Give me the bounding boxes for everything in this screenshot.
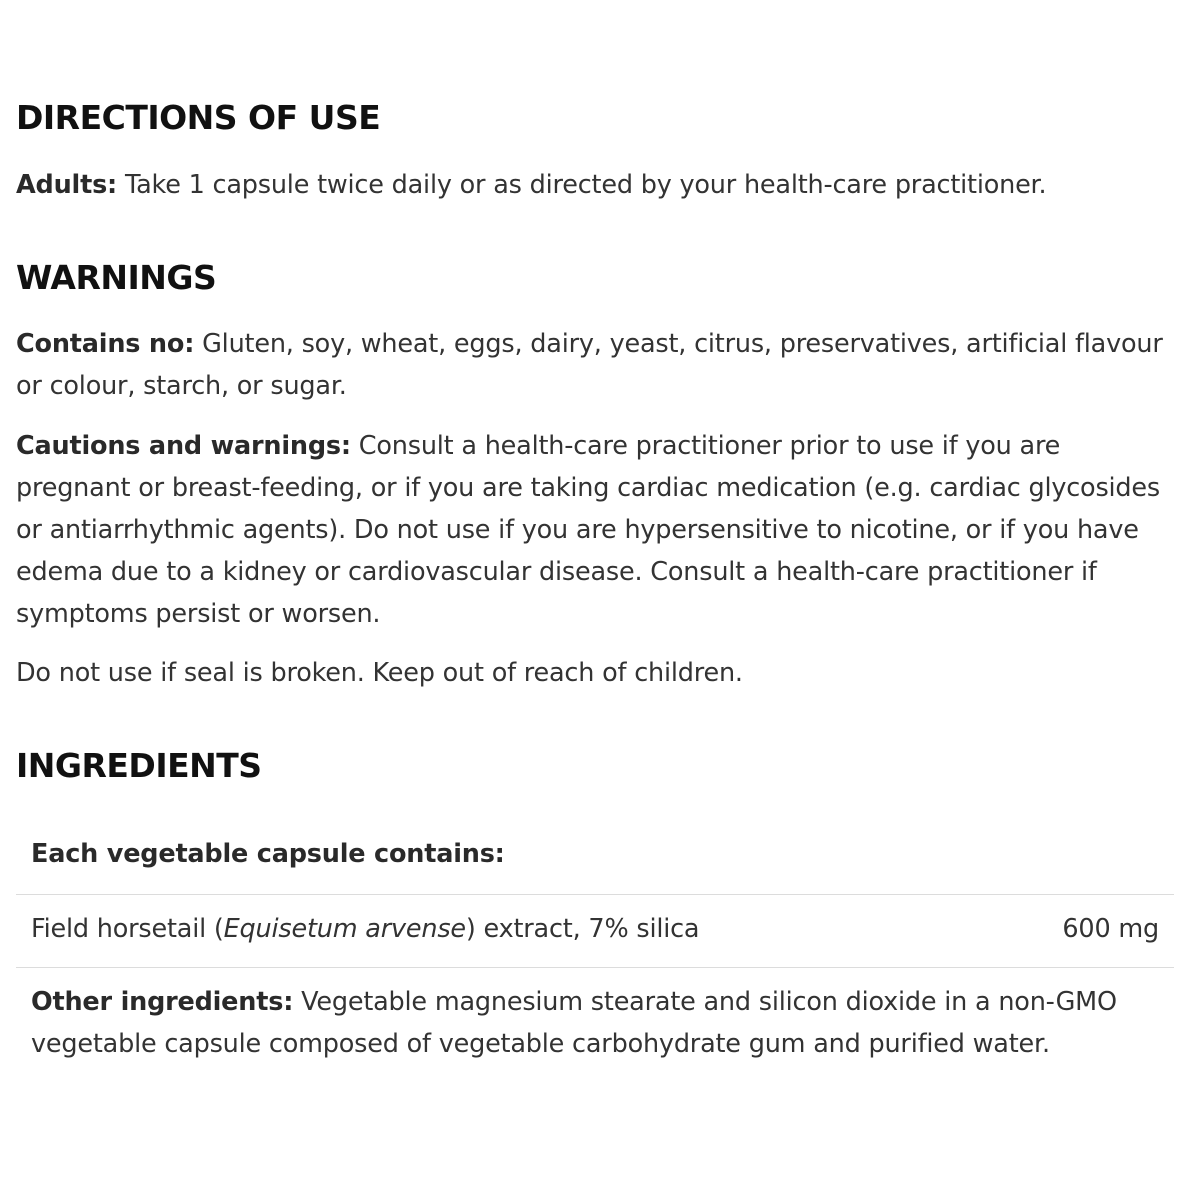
ingredient-name xyxy=(31,908,699,950)
other-ingredients-paragraph xyxy=(31,981,1166,1065)
cautions-text: Consult a health-care practitioner prior to use if you are pregnant or breast-feeding, or if you are taking cardiac medication (e.g. cardiac glycosides or antiarrhythmic agents). Do not use if you are hypersensitive to nicotine, or if you have edema due to a kidney or cardiovascular disease. Consult a health-care practitioner if symptoms persist or worsen. xyxy=(16,431,1160,629)
warnings-heading: WARNINGS xyxy=(16,258,217,297)
contains-no-paragraph xyxy=(16,323,1166,407)
contains-no-label: Contains no: xyxy=(16,329,195,359)
directions-adults-paragraph xyxy=(16,164,1166,206)
ingredient-row xyxy=(31,908,1159,950)
ingredients-heading: INGREDIENTS xyxy=(16,746,262,785)
cautions-paragraph xyxy=(16,425,1166,635)
ingredients-table-title: Each vegetable capsule contains: xyxy=(31,839,505,869)
seal-warning: Do not use if seal is broken. Keep out of reach of children. xyxy=(16,658,743,688)
adults-label: Adults: xyxy=(16,170,118,200)
table-divider-bottom xyxy=(16,967,1174,968)
directions-heading: DIRECTIONS OF USE xyxy=(16,98,381,137)
other-ingredients-text: Vegetable magnesium stearate and silicon dioxide in a non-GMO vegetable capsule composed of vegetable carbohydrate gum and purified water. xyxy=(31,987,1117,1059)
ingredient-amount: 600 mg xyxy=(1062,914,1159,944)
cautions-label: Cautions and warnings: xyxy=(16,431,351,461)
table-divider-top xyxy=(16,894,1174,895)
other-ingredients-label: Other ingredients: xyxy=(31,987,294,1017)
ingredient-name-prefix: Field horsetail ( xyxy=(31,914,224,944)
contains-no-text: Gluten, soy, wheat, eggs, dairy, yeast, citrus, preservatives, artificial flavour or colour, starch, or sugar. xyxy=(16,329,1163,401)
ingredient-name-suffix: ) extract, 7% silica xyxy=(465,914,700,944)
adults-text: Take 1 capsule twice daily or as directed by your health-care practitioner. xyxy=(117,170,1047,200)
ingredient-latin-name: Equisetum arvense xyxy=(223,914,466,944)
